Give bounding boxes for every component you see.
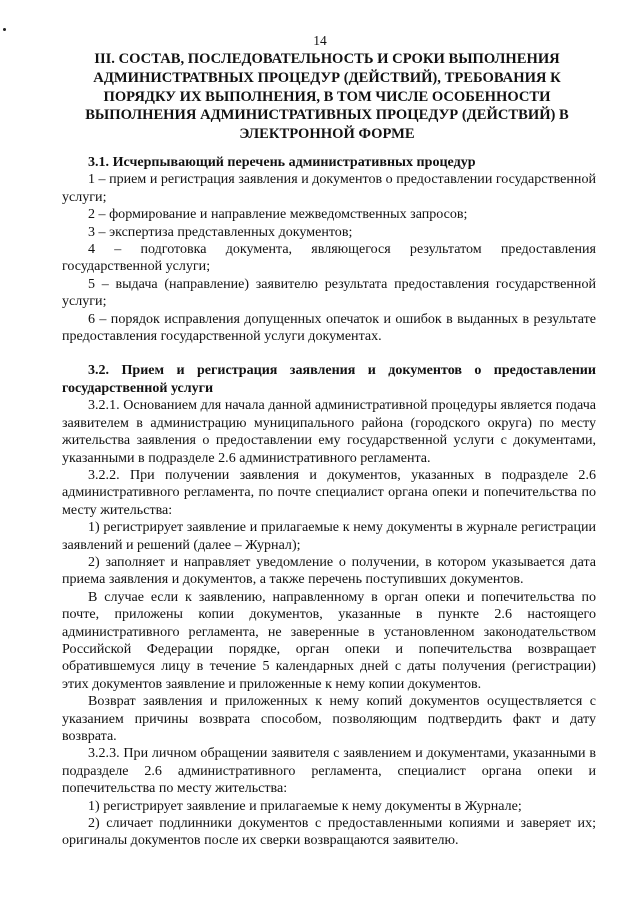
body-paragraph: 2) заполняет и направляет уведомление о получении, в котором указывается дата приема заявления и документов, а также перечень поступивших документов. [62,553,596,588]
page-number: 14 [313,33,327,48]
subsection-1-title: 3.1. Исчерпывающий перечень административных процедур [88,154,476,170]
body-paragraph: 3.2.2. При получении заявления и документов, указанных в подразделе 2.6 административного регламента, по почте специалист органа опеки и попечительства по месту жительства: [62,466,596,518]
document-body [62,154,596,850]
body-paragraph: Возврат заявления и приложенных к нему копий документов осуществляется с указанием причины возврата способом, позволяющим подтвердить факт и дату возврата. [62,693,596,744]
section-spacer [62,345,596,362]
body-paragraph: 1) регистрирует заявление и прилагаемые к нему документы в журнале регистрации заявлений и решений (далее – Журнал); [62,519,596,553]
body-paragraph: 3.2.3. При личном обращении заявителя с заявлением и документами, указанными в подразделе 2.6 административного регламента, специалист органа опеки и попечительства по месту жительства: [62,745,596,797]
procedure-item: 1 – прием и регистрация заявления и документов о предоставлении государственной услуги; [62,171,596,205]
procedure-item: 6 – порядок исправления допущенных опечаток и ошибок в выданных в результате предоставления государственной услуги документах. [62,310,596,345]
scan-dot-mark [3,28,6,31]
body-paragraph: 3.2.1. Основанием для начала данной административной процедуры является подача заявителем в администрацию муниципального района (городского округа) по месту жительства заявления о предоставлении ему государственной услуги с документами, указанными в подразделе 2.6 административного регламента. [62,397,596,466]
subsection-2-title: 3.2. Прием и регистрация заявления и документов о предоставлении государственной услуги [62,362,596,396]
procedure-item: 4 – подготовка документа, являющегося результатом предоставления государственной услуги; [62,241,596,275]
body-paragraph: В случае если к заявлению, направленному в орган опеки и попечительства по почте, приложены копии документов, указанные в пункте 2.6 настоящего административного регламента, не заверенные в установленном законодательством Российской Федерации порядке, орган опеки и попечительства возвращает обратившемуся лицу в течение 5 календарных дней с даты получения (регистрации) этих документов заявление и приложенные к нему копии документов. [62,588,596,692]
section-heading: III. СОСТАВ, ПОСЛЕДОВАТЕЛЬНОСТЬ И СРОКИ ВЫПОЛНЕНИЯ АДМИНИСТРАТВНЫХ ПРОЦЕДУР (ДЕЙСТВИЙ), ТРЕБОВАНИЯ К ПОРЯДКУ ИХ ВЫПОЛНЕНИЯ, В ТОМ ЧИСЛЕ ОСОБЕННОСТИ ВЫПОЛНЕНИЯ АДМИНИСТРАТИВНЫХ ПРОЦЕДУР (ДЕЙСТВИЙ) В ЭЛЕКТРОННОЙ ФОРМЕ [85,51,569,143]
body-paragraph: 1) регистрирует заявление и прилагаемые к нему документы в Журнале; [88,797,522,814]
body-paragraph: 2) сличает подлинники документов с предоставленными копиями и заверяет их; оригиналы документов после их сверки возвращаются заявителю. [62,815,596,849]
procedure-item: 2 – формирование и направление межведомственных запросов; [88,206,468,223]
procedure-item: 5 – выдача (направление) заявителю результата предоставления государственной услуги; [62,275,596,310]
procedure-item: 3 – экспертиза представленных документов; [88,223,353,240]
